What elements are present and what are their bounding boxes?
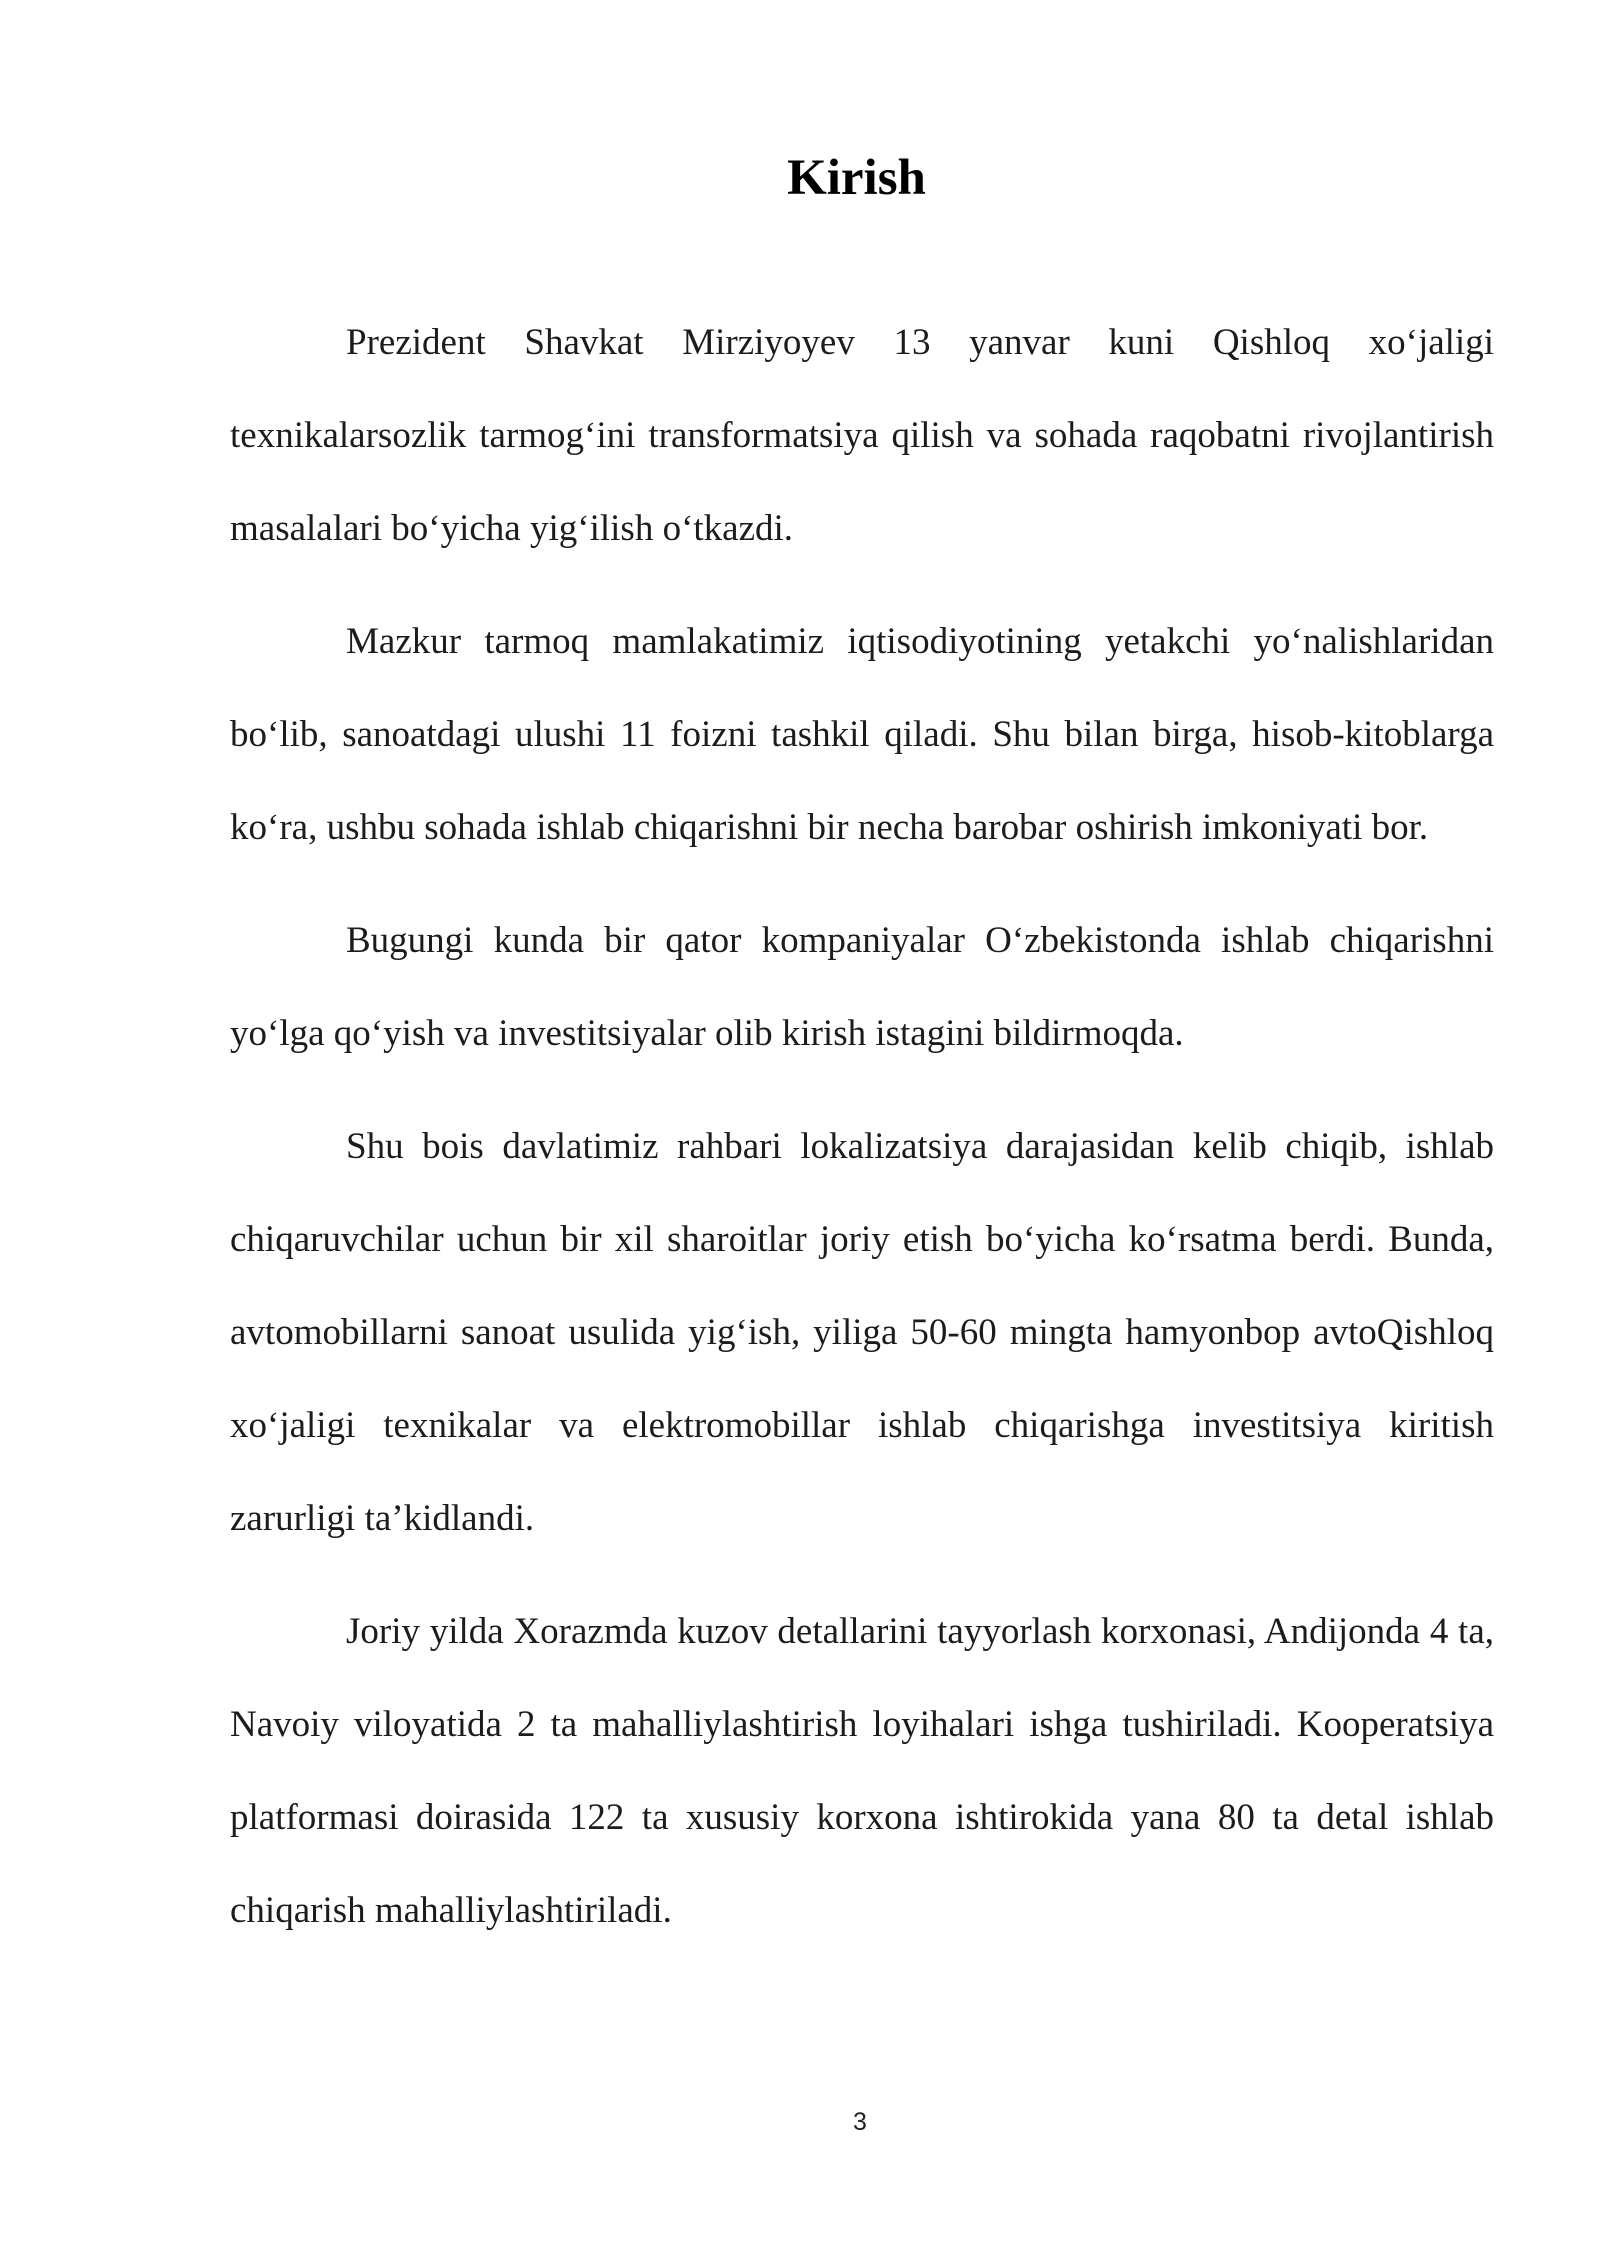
page-title: Kirish [787, 150, 926, 206]
paragraph: Mazkur tarmoq mamlakatimiz iqtisodiyotining yetakchi yo‘nalishlaridan bo‘lib, sanoatdagi ulushi 11 foizni tashkil qiladi. Shu bilan birga, hisob-kitoblarga ko‘ra, ushbu sohada ishlab chiqarishni bir necha barobar oshirish imkoniyati bor. [230, 621, 1494, 848]
paragraph: Shu bois davlatimiz rahbari lokalizatsiya darajasidan kelib chiqib, ishlab chiqaruvchilar uchun bir xil sharoitlar joriy etish bo‘yicha ko‘rsatma berdi. Bunda, avtomobillarni sanoat usulida yig‘ish, yiliga 50-60 mingta hamyonbop avtoQishloq xo‘jaligi texnikalar va elektromobillar ishlab chiqarishga investitsiya kiritish zarurligi ta’kidlandi. [230, 1126, 1494, 1539]
document-body [230, 296, 1494, 1977]
paragraph: Joriy yilda Xorazmda kuzov detallarini tayyorlash korxonasi, Andijonda 4 ta, Navoiy viloyatida 2 ta mahalliylashtirish loyihalari ishga tushiriladi. Kooperatsiya platformasi doirasida 122 ta xususiy korxona ishtirokida yana 80 ta detal ishlab chiqarish mahalliylashtiriladi. [230, 1611, 1494, 1931]
paragraph: Prezident Shavkat Mirziyoyev 13 yanvar kuni Qishloq xo‘jaligi texnikalarsozlik tarmog‘ini transformatsiya qilish va sohada raqobatni rivojlantirish masalalari bo‘yicha yig‘ilish o‘tkazdi. [230, 322, 1494, 549]
page-number: 3 [853, 2108, 867, 2136]
paragraph: Bugungi kunda bir qator kompaniyalar O‘zbekistonda ishlab chiqarishni yo‘lga qo‘yish va investitsiyalar olib kirish istagini bildirmoqda. [230, 920, 1494, 1054]
